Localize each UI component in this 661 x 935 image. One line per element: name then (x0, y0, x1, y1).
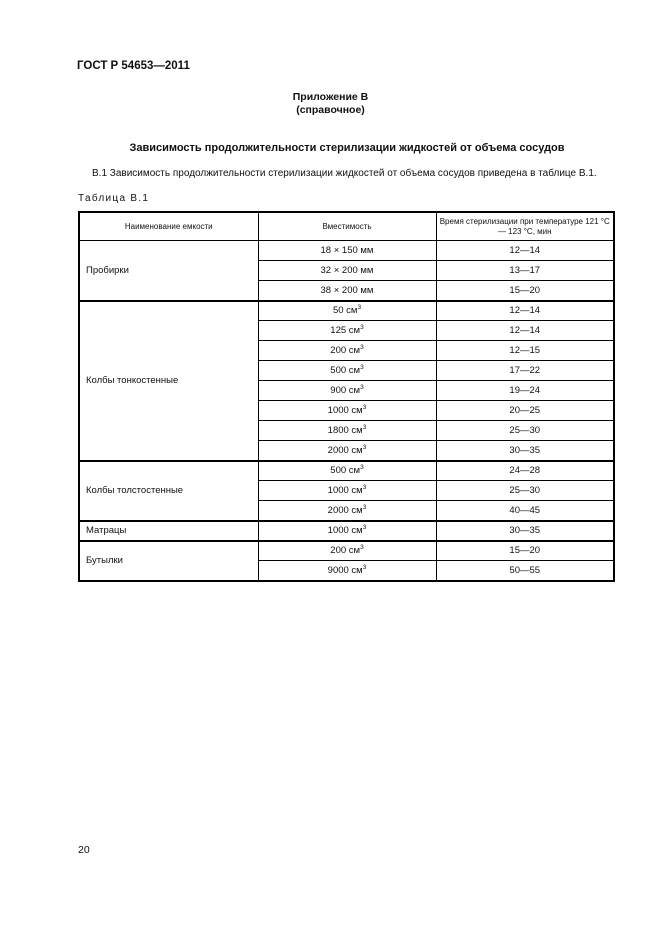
vessel-name-cell: Колбы тонкостенные (79, 301, 258, 461)
capacity-cell (258, 521, 436, 541)
vessel-name-cell: Колбы толстостенные (79, 461, 258, 521)
capacity-cell (258, 261, 436, 281)
time-cell: 25—30 (436, 421, 614, 441)
table-row (79, 521, 614, 541)
time-cell: 24—28 (436, 461, 614, 481)
table-row (79, 301, 614, 321)
time-cell: 25—30 (436, 481, 614, 501)
unit-exponent: 3 (360, 384, 364, 391)
capacity-cell (258, 301, 436, 321)
capacity-value: 200 см (330, 545, 361, 557)
table-row (79, 461, 614, 481)
table-header-row (79, 212, 614, 241)
time-cell: 13—17 (436, 261, 614, 281)
time-cell: 12—15 (436, 341, 614, 361)
time-cell: 30—35 (436, 521, 614, 541)
unit-exponent: 3 (362, 424, 367, 431)
capacity-value: 18 × 150 мм (320, 245, 374, 256)
table-caption: Таблица В.1 (78, 193, 150, 204)
time-cell: 40—45 (436, 501, 614, 521)
unit-exponent: 3 (360, 324, 364, 331)
capacity-cell (258, 401, 436, 421)
capacity-value: 1000 см (327, 485, 363, 496)
unit-exponent: 3 (357, 304, 362, 312)
capacity-value: 2000 см (327, 504, 363, 516)
unit-exponent: 3 (362, 563, 367, 571)
unit-exponent: 3 (362, 524, 367, 531)
section-title: Зависимость продолжительности стерилизации жидкостей от объема сосудов (129, 142, 565, 154)
vessel-name-cell: Матрацы (79, 521, 258, 541)
column-header-capacity: Вместимость (258, 212, 436, 241)
unit-exponent: 3 (362, 404, 367, 411)
time-cell: 50—55 (436, 561, 614, 581)
capacity-cell (258, 421, 436, 441)
capacity-cell (258, 481, 436, 501)
time-cell: 15—20 (436, 541, 614, 561)
capacity-cell (258, 461, 436, 481)
time-cell: 12—14 (436, 241, 614, 261)
capacity-cell (258, 381, 436, 401)
time-cell: 20—25 (436, 401, 614, 421)
unit-exponent: 3 (360, 464, 364, 472)
capacity-value: 500 см (330, 465, 361, 477)
table-body (79, 241, 614, 581)
capacity-value: 9000 см (327, 564, 363, 576)
document-code: ГОСТ Р 54653—2011 (77, 60, 190, 72)
sterilization-table (78, 211, 615, 582)
table-row (79, 541, 614, 561)
time-cell: 12—14 (436, 301, 614, 321)
vessel-name-cell: Пробирки (79, 241, 258, 301)
capacity-cell (258, 241, 436, 261)
column-header-name: Наименование емкости (79, 212, 258, 241)
page-number: 20 (78, 844, 90, 856)
intro-paragraph: В.1 Зависимость продолжительности стерилизации жидкостей от объема сосудов приведена в таблице В.1. (92, 168, 597, 179)
capacity-value: 900 см (330, 385, 361, 396)
capacity-cell (258, 281, 436, 301)
time-cell: 17—22 (436, 361, 614, 381)
capacity-value: 500 см (330, 365, 361, 376)
capacity-value: 125 см (330, 325, 361, 336)
time-cell: 19—24 (436, 381, 614, 401)
capacity-cell (258, 441, 436, 461)
unit-exponent: 3 (360, 344, 364, 351)
time-cell: 15—20 (436, 281, 614, 301)
annex-subtitle: (справочное) (296, 104, 365, 116)
capacity-value: 1800 см (327, 425, 363, 436)
capacity-cell (258, 341, 436, 361)
time-cell: 12—14 (436, 321, 614, 341)
unit-exponent: 3 (362, 503, 367, 511)
unit-exponent: 3 (362, 484, 367, 491)
vessel-name-cell: Бутылки (79, 541, 258, 581)
unit-exponent: 3 (360, 364, 364, 371)
capacity-value: 2000 см (327, 444, 363, 456)
capacity-value: 200 см (330, 345, 361, 356)
capacity-value: 32 × 200 мм (320, 265, 374, 276)
capacity-value: 38 × 200 мм (320, 284, 374, 296)
column-header-time: Время стерилизации при температуре 121 °С — 123 °С, мин (436, 212, 614, 241)
annex-heading (0, 91, 661, 117)
table-row (79, 241, 614, 261)
unit-exponent: 3 (362, 443, 367, 451)
capacity-cell (258, 321, 436, 341)
annex-title: Приложение В (292, 91, 369, 103)
capacity-value: 1000 см (327, 405, 363, 416)
capacity-cell (258, 501, 436, 521)
capacity-value: 1000 см (327, 525, 363, 536)
capacity-cell (258, 561, 436, 581)
capacity-value: 50 см (332, 305, 358, 317)
capacity-cell (258, 541, 436, 561)
time-cell: 30—35 (436, 441, 614, 461)
unit-exponent: 3 (360, 544, 364, 552)
capacity-cell (258, 361, 436, 381)
table-container (78, 211, 615, 582)
